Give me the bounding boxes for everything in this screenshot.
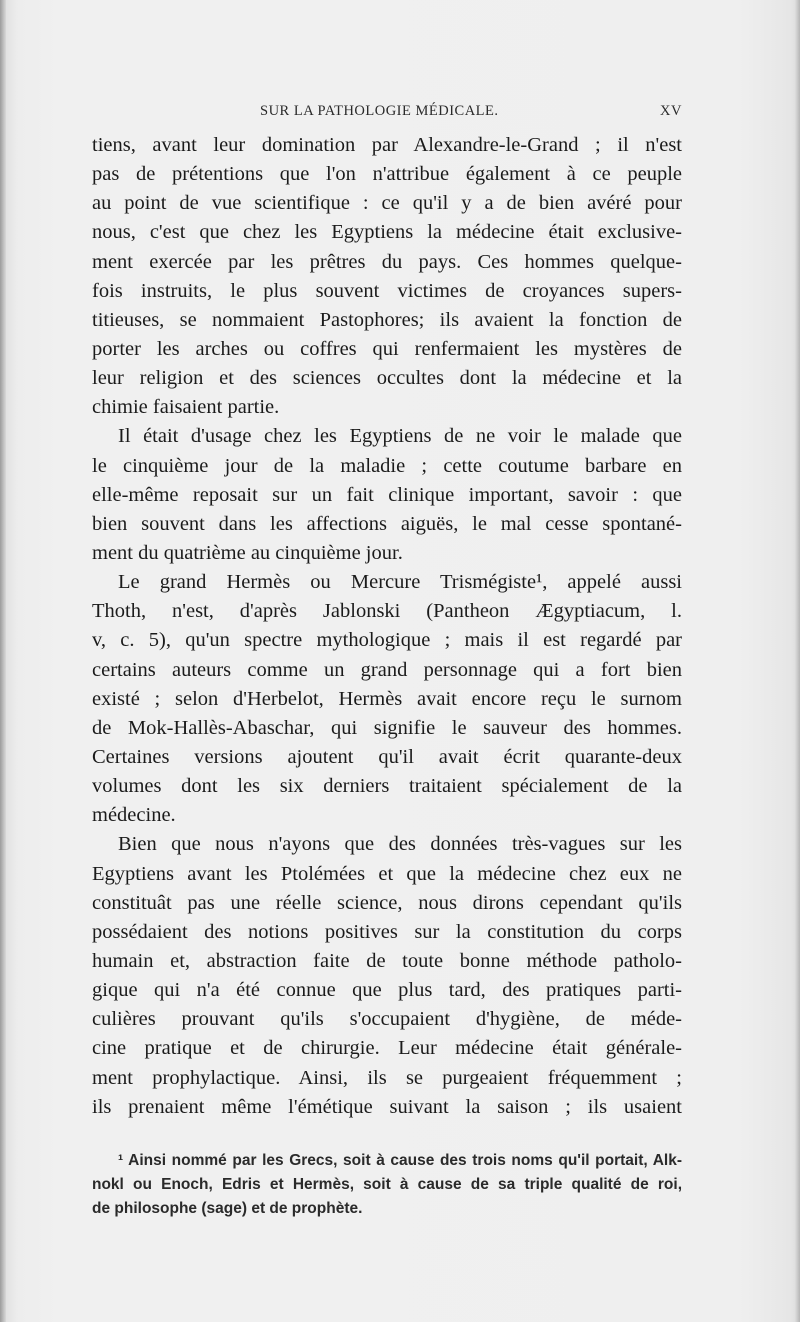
main-text [92, 131, 682, 1122]
text-line: Certaines versions ajoutent qu'il avait écrit quarante-deux [92, 745, 682, 768]
text-line: Egyptiens avant les Ptolémées et que la médecine chez eux ne [92, 862, 682, 885]
text-line: médecine. [92, 804, 176, 827]
text-line: culières prouvant qu'ils s'occupaient d'hygiène, de méde- [92, 1008, 682, 1031]
text-line: fois instruits, le plus souvent victimes de croyances supers- [92, 279, 682, 302]
text-line: ils prenaient même l'émétique suivant la saison ; ils usaient [92, 1095, 682, 1118]
text-line: leur religion et des sciences occultes dont la médecine et la [92, 367, 682, 390]
text-line: gique qui n'a été connue que plus tard, des pratiques parti- [92, 979, 682, 1002]
page-right-edge [795, 0, 800, 1322]
text-line: le cinquième jour de la maladie ; cette coutume barbare en [92, 454, 682, 477]
page-left-edge [0, 0, 6, 1322]
running-title: SUR LA PATHOLOGIE MÉDICALE. [260, 103, 499, 119]
text-line: v, c. 5), qu'un spectre mythologique ; mais il est regardé par [92, 629, 682, 652]
footnote [92, 1149, 682, 1221]
footnote-line: ¹ Ainsi nommé par les Grecs, soit à cause des trois noms qu'il portait, Alk- [118, 1152, 682, 1169]
text-line: ment exercée par les prêtres du pays. Ces hommes quelque- [92, 250, 682, 273]
text-line: volumes dont les six derniers traitaient spécialement de la [92, 775, 682, 798]
text-line: Il était d'usage chez les Egyptiens de ne voir le malade que [118, 425, 682, 448]
text-line: tiens, avant leur domination par Alexandre-le-Grand ; il n'est [92, 134, 682, 156]
text-line: de Mok-Hallès-Abaschar, qui signifie le sauveur des hommes. [92, 716, 682, 739]
text-line: Bien que nous n'ayons que des données très-vagues sur les [118, 833, 682, 856]
text-line: chimie faisaient partie. [92, 396, 280, 419]
page-number: XV [660, 103, 682, 119]
text-line: humain et, abstraction faite de toute bonne méthode patholo- [92, 949, 682, 972]
text-line: nous, c'est que chez les Egyptiens la médecine était exclusive- [92, 221, 682, 244]
text-line: pas de prétentions que l'on n'attribue également à ce peuple [92, 163, 682, 186]
text-line: au point de vue scientifique : ce qu'il y a de bien avéré pour [92, 192, 682, 215]
footnote-line: nokl ou Enoch, Edris et Hermès, soit à cause de sa triple qualité de roi, [92, 1176, 682, 1193]
text-line: Le grand Hermès ou Mercure Trismégiste¹, appelé aussi [118, 571, 682, 594]
text-line: certains auteurs comme un grand personnage qui a fort bien [92, 658, 682, 681]
text-line: ment prophylactique. Ainsi, ils se purgeaient fréquemment ; [92, 1066, 682, 1089]
text-line: bien souvent dans les affections aiguës, le mal cesse spontané- [92, 512, 682, 535]
text-line: Thoth, n'est, d'après Jablonski (Pantheon Ægyptiacum, l. [92, 600, 682, 623]
text-line: possédaient des notions positives sur la constitution du corps [92, 920, 682, 943]
text-line: existé ; selon d'Herbelot, Hermès avait encore reçu le surnom [92, 687, 682, 710]
text-line: cine pratique et de chirurgie. Leur médecine était générale- [92, 1037, 682, 1060]
text-line: titieuses, se nommaient Pastophores; ils avaient la fonction de [92, 308, 682, 331]
text-line: elle-même reposait sur un fait clinique important, savoir : que [92, 483, 682, 506]
text-line: porter les arches ou coffres qui renfermaient les mystères de [92, 337, 682, 360]
running-header [92, 103, 682, 125]
footnote-line: de philosophe (sage) et de prophète. [92, 1200, 363, 1217]
text-line: constituât pas une réelle science, nous dirons cependant qu'ils [92, 891, 682, 914]
text-line: ment du quatrième au cinquième jour. [92, 541, 403, 564]
